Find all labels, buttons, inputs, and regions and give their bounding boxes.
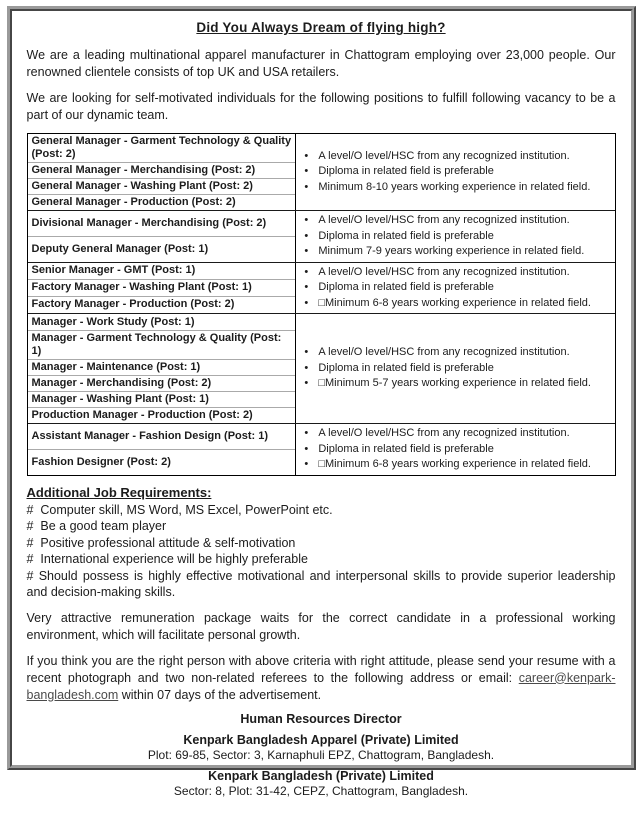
position-group-1 — [28, 134, 615, 210]
company-block-2 — [27, 768, 616, 799]
positions-cell — [28, 314, 297, 423]
bullet-icon — [304, 180, 318, 196]
position-item: Factory Manager - Washing Plant (Post: 1) — [28, 279, 296, 296]
position-item: Manager - Maintenance (Post: 1) — [28, 359, 296, 375]
bullet-icon — [304, 376, 318, 392]
position-item: Deputy General Manager (Post: 1) — [28, 236, 296, 262]
requirement-text: □Minimum 6-8 years working experience in related field. — [318, 296, 591, 309]
bullet-icon — [304, 457, 318, 473]
additional-requirements-list — [26, 502, 619, 601]
bullet-icon — [304, 149, 318, 165]
requirement-text: A level/O level/HSC from any recognized institution. — [318, 214, 570, 226]
requirement-text: Diploma in related field is preferable — [318, 442, 494, 455]
position-item: General Manager - Garment Technology & Quality (Post: 2) — [31, 135, 292, 160]
bullet-icon — [304, 296, 318, 312]
positions-table — [27, 133, 616, 476]
requirement-item — [304, 296, 610, 312]
company-name: Kenpark Bangladesh Apparel (Private) Limited — [183, 732, 459, 747]
requirement-line: # Computer skill, MS Word, MS Excel, PowerPoint etc. — [26, 502, 333, 517]
company-address: Sector: 8, Plot: 31-42, CEPZ, Chattogram, Bangladesh. — [173, 783, 469, 798]
intro-paragraph-2: We are looking for self-motivated individuals for the following positions to fulfill following vacancy to be a part of our dynamic team. — [26, 91, 616, 122]
requirement-line: # Should possess is highly effective motivational and interpersonal skills to provide superior leadership and decision-making skills. — [26, 568, 619, 599]
requirement-text: Diploma in related field is preferable — [318, 281, 494, 293]
requirement-text: Diploma in related field is preferable — [318, 165, 494, 178]
position-item: General Manager - Washing Plant (Post: 2) — [28, 178, 296, 194]
position-group-3 — [28, 262, 615, 314]
requirement-text: A level/O level/HSC from any recognized institution. — [318, 427, 570, 439]
position-group-5 — [28, 423, 615, 475]
position-item: Manager - Washing Plant (Post: 1) — [28, 391, 296, 407]
requirement-item — [304, 426, 610, 442]
bullet-icon — [304, 345, 318, 361]
additional-requirements-heading: Additional Job Requirements: — [26, 484, 212, 500]
requirement-text: □Minimum 6-8 years working experience in related field. — [318, 458, 591, 470]
requirement-item — [304, 361, 610, 377]
requirement-item — [304, 457, 610, 473]
footer — [27, 712, 616, 799]
position-item: Fashion Designer (Post: 2) — [28, 449, 296, 475]
bullet-icon — [304, 361, 318, 377]
requirements-cell — [296, 314, 614, 423]
requirement-item — [304, 180, 610, 196]
positions-cell — [28, 424, 297, 475]
requirements-list — [304, 213, 610, 260]
requirement-item — [304, 244, 610, 260]
positions-cell — [28, 263, 297, 314]
position-item: Manager - Work Study (Post: 1) — [31, 315, 195, 328]
requirements-cell — [296, 211, 614, 262]
requirement-text: A level/O level/HSC from any recognized institution. — [318, 149, 570, 162]
hr-director-title: Human Resources Director — [240, 711, 402, 726]
email-link[interactable]: career@kenpark-bangladesh.com — [26, 670, 616, 702]
application-text-before: If you think you are the right person with above criteria with right attitude, please send your resume with a recent photograph and two non-related referees to the following address or email: — [26, 653, 616, 685]
requirement-text: □Minimum 5-7 years working experience in related field. — [318, 377, 591, 390]
position-item: Assistant Manager - Fashion Design (Post: 1) — [31, 429, 269, 442]
position-item: Senior Manager - GMT (Post: 1) — [31, 264, 196, 277]
requirement-line: # International experience will be highly preferable — [26, 552, 308, 566]
position-item: General Manager - Merchandising (Post: 2) — [28, 162, 296, 178]
bullet-icon — [304, 164, 318, 180]
position-item: Factory Manager - Production (Post: 2) — [28, 296, 296, 313]
requirement-item — [304, 213, 610, 229]
requirement-line: # Be a good team player — [26, 519, 167, 533]
positions-cell — [28, 211, 297, 262]
bullet-icon — [304, 280, 318, 296]
requirement-item — [304, 164, 610, 180]
requirements-list — [304, 426, 610, 473]
requirement-text: A level/O level/HSC from any recognized institution. — [318, 265, 570, 278]
requirement-text: Diploma in related field is preferable — [318, 229, 494, 242]
position-item: Production Manager - Production (Post: 2) — [28, 407, 296, 423]
remuneration-paragraph: Very attractive remuneration package waits for the correct candidate in a professional working environment, which will facilitate personal growth. — [26, 610, 616, 642]
requirement-line: # Positive professional attitude & self-motivation — [26, 535, 296, 550]
requirement-item — [304, 265, 610, 281]
bullet-icon — [304, 244, 318, 260]
advertisement-page — [7, 6, 636, 798]
requirement-item — [304, 376, 610, 392]
company-address: Plot: 69-85, Sector: 3, Karnaphuli EPZ, Chattogram, Bangladesh. — [147, 747, 495, 762]
bullet-icon — [304, 265, 318, 281]
application-paragraph — [27, 653, 616, 704]
requirements-list — [304, 345, 610, 392]
requirement-item — [304, 229, 610, 245]
requirement-text: A level/O level/HSC from any recognized institution. — [318, 346, 570, 359]
position-group-2 — [28, 210, 615, 262]
requirement-text: Minimum 7-9 years working experience in related field. — [318, 245, 585, 257]
requirements-list — [304, 265, 610, 312]
requirement-item — [304, 442, 610, 458]
requirements-list — [304, 149, 610, 196]
bullet-icon — [304, 213, 318, 229]
position-item: Divisional Manager - Merchandising (Post: 2) — [31, 216, 267, 229]
position-item: Manager - Merchandising (Post: 2) — [28, 375, 296, 391]
company-name: Kenpark Bangladesh (Private) Limited — [208, 768, 434, 783]
requirement-item — [304, 149, 610, 165]
requirements-cell — [296, 134, 614, 210]
position-item: Manager - Garment Technology & Quality (Post: 1) — [28, 330, 296, 359]
bullet-icon — [304, 442, 318, 458]
requirement-item — [304, 280, 610, 296]
requirements-cell — [296, 263, 614, 314]
application-text-after: within 07 days of the advertisement. — [118, 687, 322, 702]
ad-title: Did You Always Dream of flying high? — [196, 20, 446, 35]
position-group-4 — [28, 313, 615, 423]
requirement-item — [304, 345, 610, 361]
requirement-text: Minimum 8-10 years working experience in related field. — [318, 180, 591, 193]
bullet-icon — [304, 229, 318, 245]
positions-cell — [28, 134, 297, 210]
intro-paragraph-1: We are a leading multinational apparel manufacturer in Chattogram employing over 23,000 people. Our renowned clientele consists of top UK and USA retailers. — [26, 48, 616, 79]
company-block-1 — [27, 732, 616, 763]
bullet-icon — [304, 426, 318, 442]
requirement-text: Diploma in related field is preferable — [318, 361, 494, 374]
position-item: General Manager - Production (Post: 2) — [28, 194, 296, 210]
requirements-cell — [296, 424, 614, 475]
